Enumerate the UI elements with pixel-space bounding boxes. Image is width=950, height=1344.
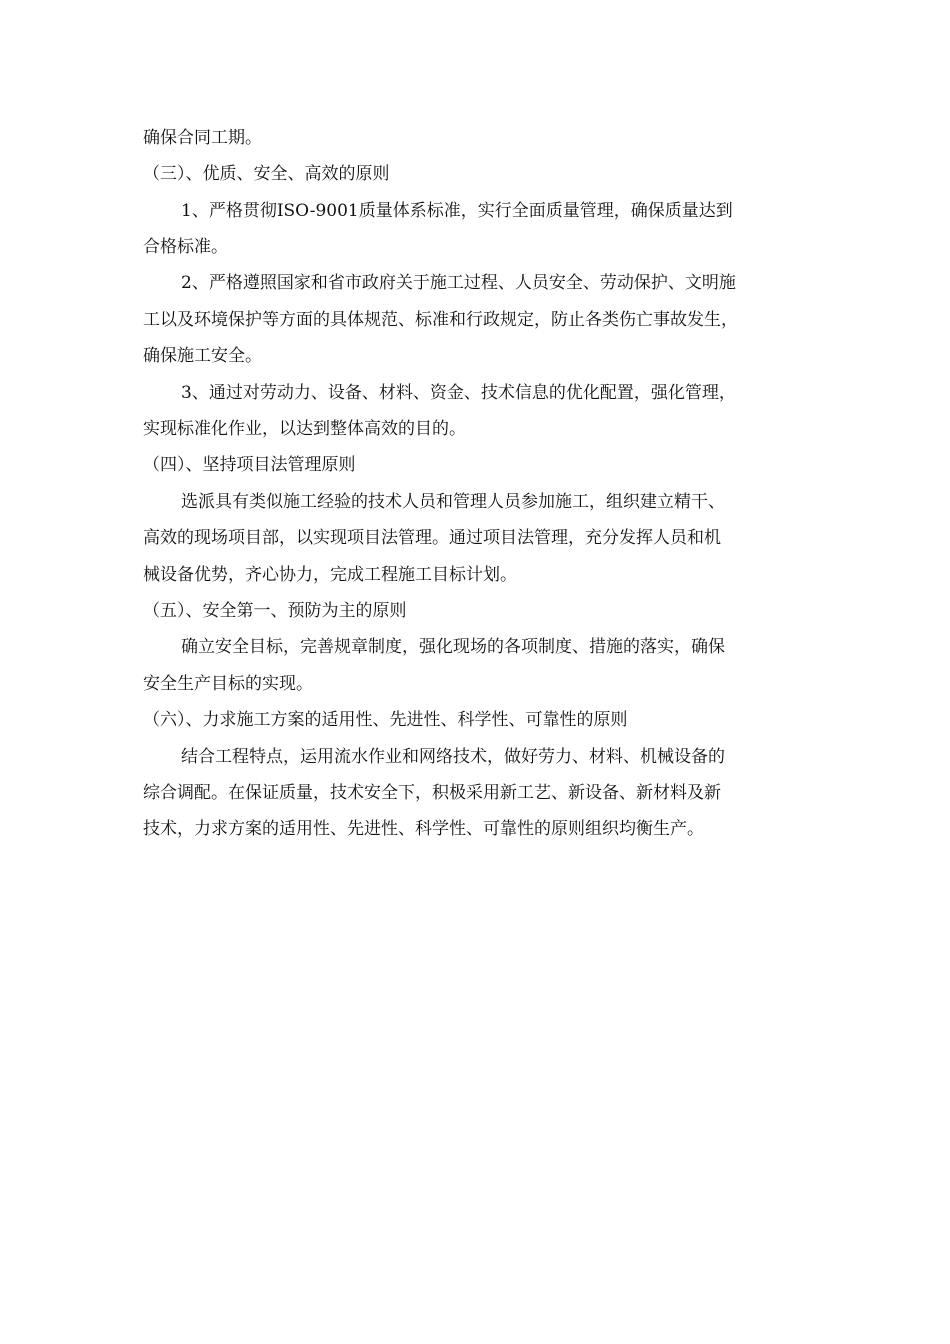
body-text-line: 3、通过对劳动力、设备、材料、资金、技术信息的优化配置，强化管理， — [181, 383, 736, 403]
body-text-line: 选派具有类似施工经验的技术人员和管理人员参加施工，组织建立精干、 — [181, 492, 725, 512]
body-text-line: 合格标准。 — [143, 237, 228, 257]
section-heading: （六）、力求施工方案的适用性、先进性、科学性、可靠性的原则 — [143, 710, 628, 730]
body-text-line: 2、严格遵照国家和省市政府关于施工过程、人员安全、劳动保护、文明施 — [181, 273, 736, 293]
section-heading: （四）、坚持项目法管理原则 — [143, 455, 356, 475]
body-text-line: 安全生产目标的实现。 — [143, 674, 313, 694]
body-text-line: 实现标准化作业，以达到整体高效的目的。 — [143, 419, 466, 439]
section-heading: （五）、安全第一、预防为主的原则 — [143, 601, 407, 621]
body-text-line: 确保施工安全。 — [143, 346, 262, 366]
body-text-line: 工以及环境保护等方面的具体规范、标准和行政规定，防止各类伤亡事故发生， — [143, 310, 738, 330]
section-heading: （三）、优质、安全、高效的原则 — [143, 164, 390, 184]
body-text-line: 确立安全目标，完善规章制度，强化现场的各项制度、措施的落实，确保 — [181, 637, 725, 657]
body-text-line: 械设备优势，齐心协力，完成工程施工目标计划。 — [143, 565, 517, 585]
body-text-line: 确保合同工期。 — [143, 128, 262, 148]
body-text-line: 结合工程特点，运用流水作业和网络技术，做好劳力、材料、机械设备的 — [181, 747, 725, 767]
body-text-line: 综合调配。在保证质量，技术安全下，积极采用新工艺、新设备、新材料及新 — [143, 783, 721, 803]
body-text-line: 高效的现场项目部，以实现项目法管理。通过项目法管理，充分发挥人员和机 — [143, 528, 721, 548]
body-text-line: 1、严格贯彻ISO-9001质量体系标准，实行全面质量管理，确保质量达到 — [181, 201, 733, 221]
body-text-line: 技术，力求方案的适用性、先进性、科学性、可靠性的原则组织均衡生产。 — [143, 819, 704, 839]
